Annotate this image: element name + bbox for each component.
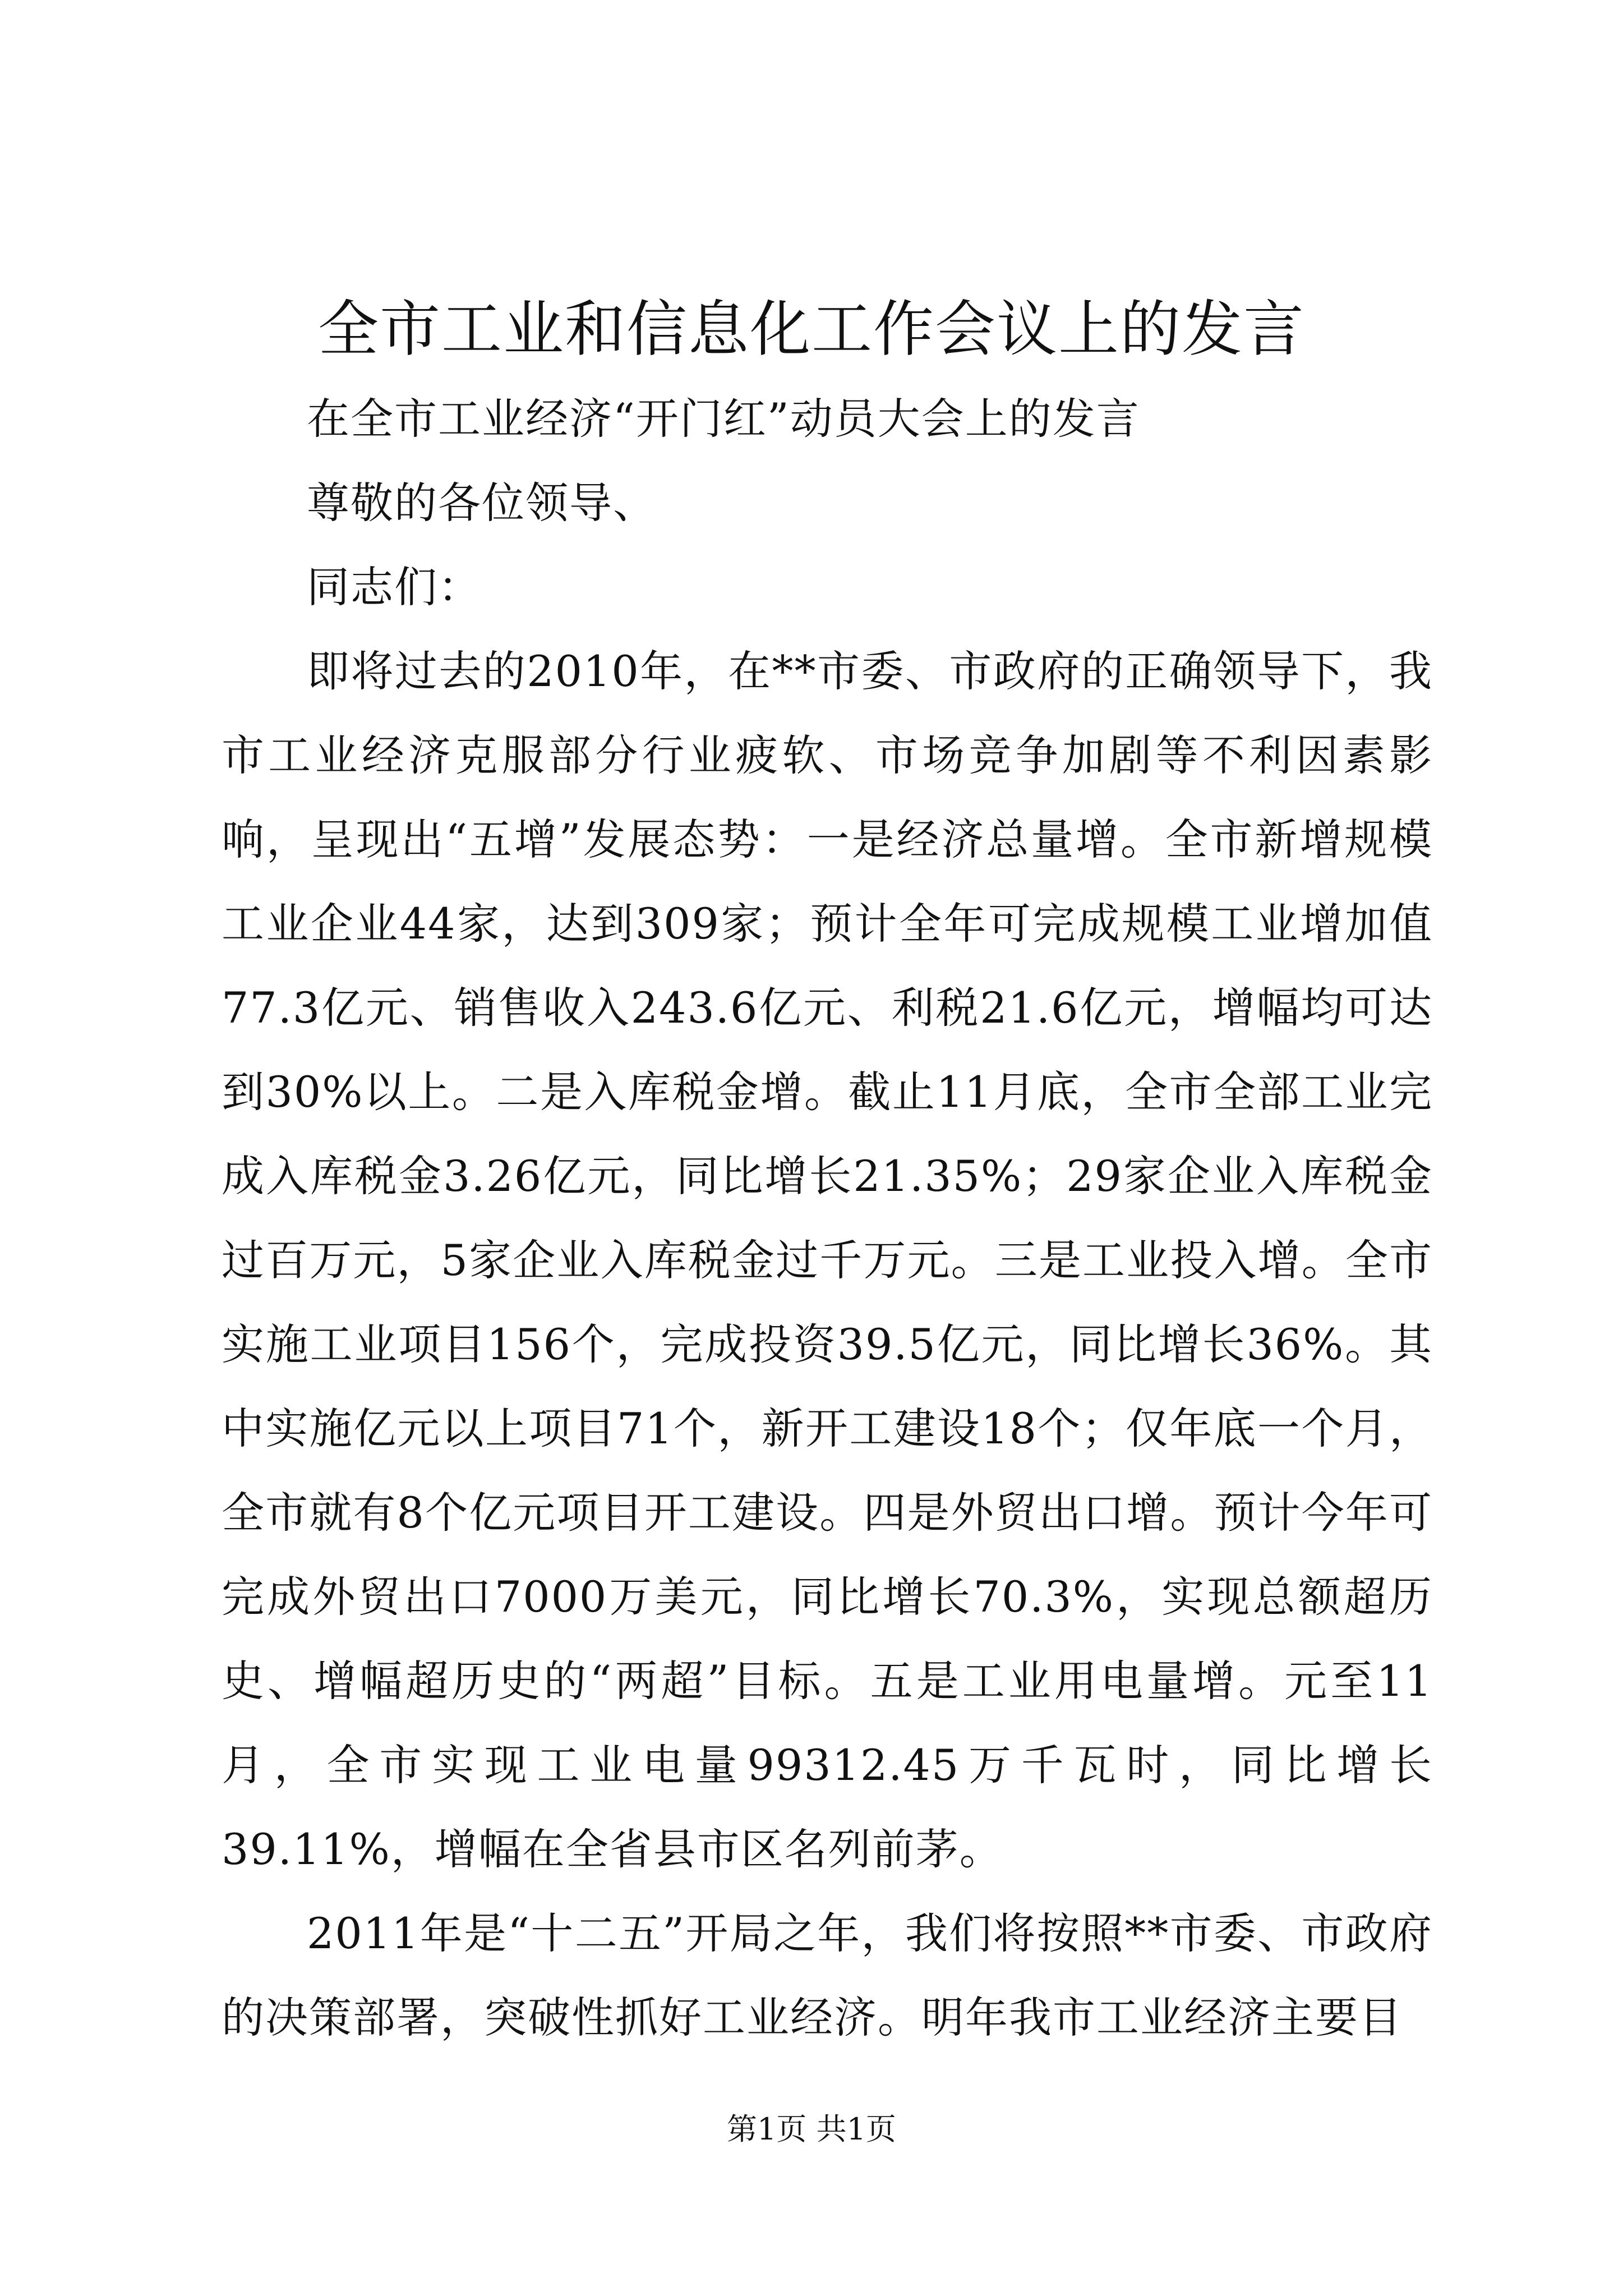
- body-paragraph: 2011年是“十二五”开局之年，我们将按照**市委、市政府的决策部署，突破性抓好工业经济。明年我市工业经济主要目: [222, 1908, 1433, 2042]
- salutation-paragraph: 尊敬的各位领导、: [307, 478, 657, 528]
- document-body: [222, 377, 1433, 2060]
- page-footer: 第1页 共1页: [727, 2111, 896, 2147]
- subtitle-paragraph: 在全市工业经济“开门红”动员大会上的发言: [307, 394, 1140, 444]
- document-title: 全市工业和信息化工作会议上的发言: [317, 295, 1305, 365]
- salutation-paragraph: 同志们：: [307, 562, 482, 612]
- body-paragraph: 即将过去的2010年，在**市委、市政府的正确领导下，我市工业经济克服部分行业疲软、市场竞争加剧等不利因素影响，呈现出“五增”发展态势：一是经济总量增。全市新增规模工业企业44家，达到309家；预计全年可完成规模工业增加值77.3亿元、销售收入243.6亿元、利税21.6亿元，增幅均可达到30%以上。二是入库税金增。截止11月底，全市全部工业完成入库税金3.26亿元，同比增长21.35%；29家企业入库税金过百万元，5家企业入库税金过千万元。三是工业投入增。全市实施工业项目156个，完成投资39.5亿元，同比增长36%。其中实施亿元以上项目71个，新开工建设18个；仅年底一个月，全市就有8个亿元项目开工建设。四是外贸出口增。预计今年可完成外贸出口7000万美元，同比增长70.3%，实现总额超历史、增幅超历史的“两超”目标。五是工业用电量增。元至11月，全市实现工业电量99312.45万千瓦时，同比增长39.11%，增幅在全省县市区名列前茅。: [222, 646, 1433, 1874]
